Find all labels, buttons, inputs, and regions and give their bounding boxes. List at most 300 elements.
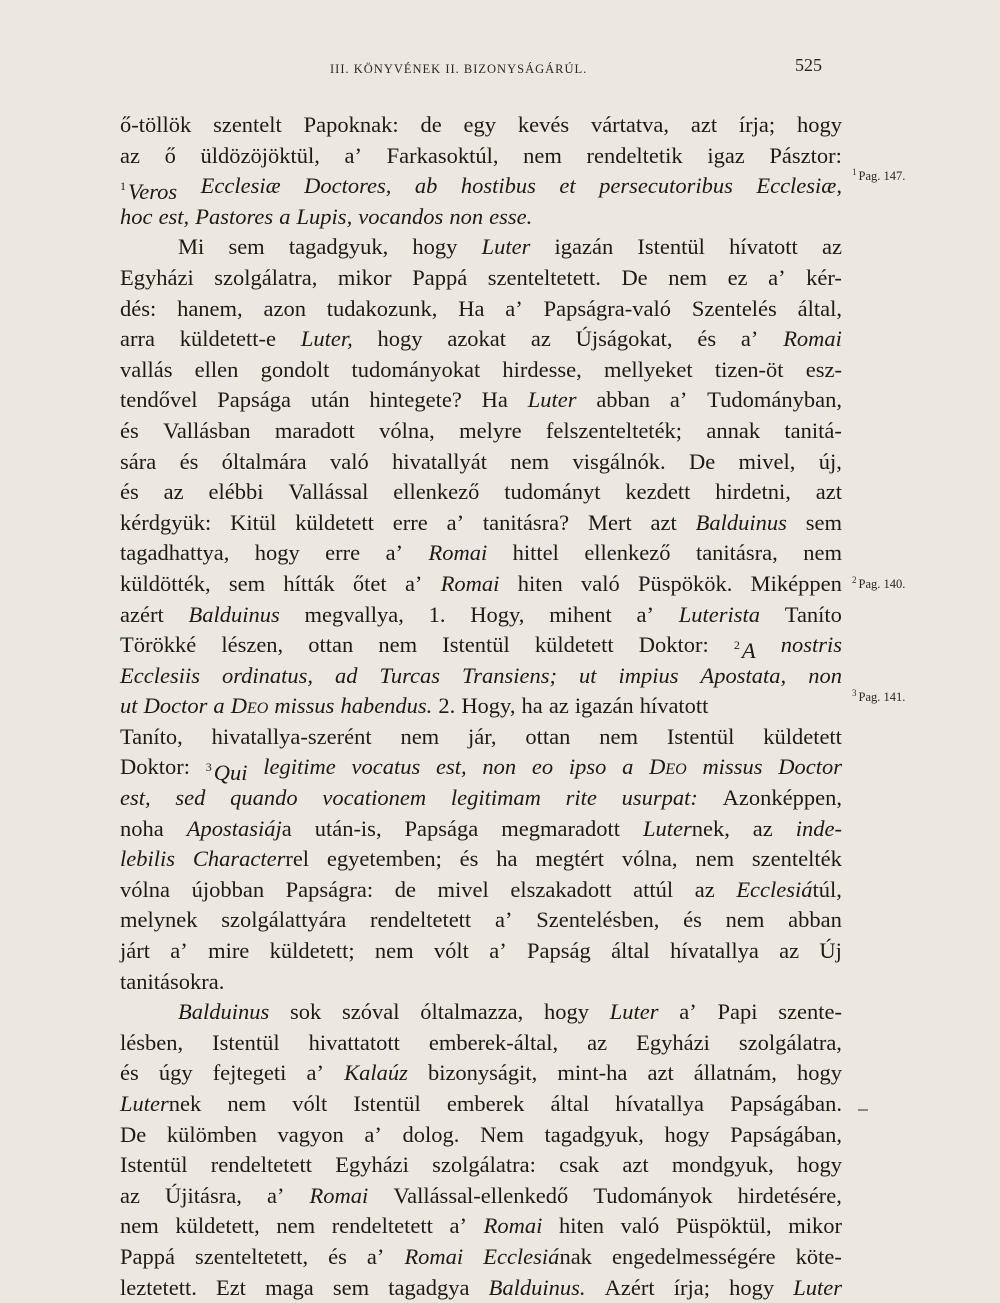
word: [496, 844, 517, 875]
text-line: [120, 875, 842, 906]
word: [586, 141, 682, 172]
text-run: Tudományban,: [707, 387, 842, 413]
word: [335, 1150, 409, 1181]
text-run: ottan: [308, 632, 354, 658]
word: [412, 263, 467, 294]
word: [546, 416, 682, 447]
word: [305, 600, 404, 631]
word: [275, 416, 355, 447]
word: [222, 661, 313, 692]
word: [819, 936, 842, 967]
text-run: az: [779, 938, 800, 964]
word: [330, 447, 369, 478]
word: [555, 232, 614, 263]
word: [392, 447, 487, 478]
word: [756, 171, 842, 202]
text-line: [120, 783, 842, 814]
margin-note: [852, 575, 905, 592]
word: [187, 814, 292, 845]
text-run: vólna: [120, 876, 170, 902]
text-run: nem: [378, 632, 418, 658]
text-line: [120, 1028, 842, 1059]
word: [120, 538, 229, 569]
text-run: hivatallya-szerént: [211, 723, 372, 749]
text-run: rendeltetett: [210, 1152, 312, 1178]
word: [736, 875, 842, 906]
margin-note-marker: 2: [852, 575, 857, 585]
word: [462, 661, 557, 692]
text-run: maradott: [274, 417, 355, 443]
text-line: [120, 1273, 842, 1303]
word: [484, 1211, 543, 1242]
text-run: a’: [505, 295, 523, 321]
text-run: nem: [374, 938, 414, 964]
word: [120, 141, 140, 172]
text-run: hivattatott: [308, 1029, 400, 1055]
word: [261, 355, 330, 386]
text-run: Vallással-ellenkedő: [393, 1182, 569, 1208]
text-run: a: [213, 693, 225, 719]
word: [447, 1089, 524, 1120]
word: [120, 814, 164, 845]
word: [212, 722, 372, 753]
word: [412, 232, 457, 263]
text-run: est,: [435, 754, 467, 780]
word: [741, 324, 758, 355]
word: [229, 569, 265, 600]
word: [167, 1120, 257, 1151]
word: [178, 232, 204, 263]
word: [310, 1181, 369, 1212]
text-run: a’: [446, 509, 465, 535]
word: [177, 294, 243, 325]
text-run: Papság: [527, 938, 591, 964]
text-run: tendővel: [120, 387, 198, 413]
text-run: újobban: [191, 876, 265, 902]
word: [163, 416, 250, 447]
margin-note-text: Pag. 140.: [858, 577, 906, 591]
margin-note: [852, 167, 905, 184]
word: [338, 263, 392, 294]
word: [200, 141, 319, 172]
text-run: Papságában,: [730, 1121, 842, 1147]
text-run: Balduinus: [188, 601, 280, 627]
text-run: a: [622, 754, 634, 780]
word: [120, 844, 175, 875]
text-run: ab: [414, 173, 438, 199]
word: [501, 814, 620, 845]
text-run: által: [611, 938, 650, 964]
text-run: és: [120, 1060, 139, 1086]
word: [231, 691, 269, 722]
word: [375, 936, 414, 967]
text-run: Pastores: [195, 203, 274, 229]
text-run: Apostata,: [700, 662, 787, 688]
footnote-marker: 3: [205, 760, 212, 775]
word: [672, 1150, 774, 1181]
text-run: 2.: [438, 693, 456, 719]
text-run: ottan: [525, 723, 571, 749]
text-line: [120, 538, 842, 569]
text-line: [120, 171, 842, 205]
text-run: inde-: [795, 815, 842, 841]
word: [120, 752, 190, 783]
text-run: ha: [496, 846, 518, 872]
word: [733, 630, 756, 664]
text-run: melyre: [459, 417, 522, 443]
word: [729, 232, 798, 263]
text-run: De: [120, 1121, 147, 1147]
word: [753, 814, 773, 845]
text-run: tudományokat: [351, 356, 481, 382]
word: [593, 1181, 712, 1212]
word: [120, 263, 194, 294]
text-run: mondgyuk,: [671, 1152, 774, 1178]
text-run: új,: [818, 448, 842, 474]
word: [730, 1120, 842, 1151]
word: [120, 110, 191, 141]
word: [532, 752, 553, 783]
word: [739, 1028, 842, 1059]
word: [576, 324, 673, 355]
word: [502, 355, 581, 386]
word: [420, 997, 523, 1028]
text-run: Luter: [527, 387, 577, 413]
text-run: Papságában.: [730, 1091, 842, 1116]
word: [557, 1058, 627, 1089]
text-run: kevés: [517, 112, 570, 137]
text-run: gondolt: [260, 356, 330, 382]
word: [726, 905, 765, 936]
word: [523, 141, 562, 172]
text-run: vólna,: [379, 417, 435, 443]
text-run: azt: [647, 1060, 674, 1086]
text-run: de: [420, 112, 442, 137]
text-run: egy: [463, 112, 497, 137]
body-text: [120, 110, 842, 1303]
word: [159, 1058, 193, 1089]
text-run: küldetett-e: [179, 326, 276, 352]
word: [180, 324, 276, 355]
text-line: [120, 1089, 842, 1120]
word: [806, 508, 842, 539]
word: [188, 600, 279, 631]
word: [387, 141, 499, 172]
word: [781, 630, 842, 661]
text-run: a’: [364, 1121, 382, 1147]
text-run: sem: [805, 509, 842, 535]
word: [615, 1089, 704, 1120]
text-line: [120, 1120, 842, 1151]
text-run: Doctor: [778, 754, 842, 780]
text-run: Mi: [178, 234, 205, 260]
text-run: hirdetni,: [715, 479, 791, 505]
word: [480, 1120, 524, 1151]
word: [599, 722, 638, 753]
text-run: vólt: [433, 938, 469, 964]
margin-note-text: Pag. 147.: [858, 169, 906, 183]
text-run: a: [281, 815, 292, 841]
text-run: Turcas: [379, 662, 440, 688]
text-run: Papságra-való: [543, 295, 672, 321]
word: [518, 110, 569, 141]
margin-note: [852, 688, 905, 705]
word: [120, 1028, 183, 1059]
text-run: hittel: [512, 540, 559, 566]
word: [450, 1211, 467, 1242]
text-run: a’: [489, 938, 507, 964]
text-run: Szentelésben,: [536, 907, 660, 933]
text-run: hogy: [796, 1152, 842, 1178]
word: [120, 1242, 175, 1273]
text-run: azt: [650, 509, 677, 535]
text-run: igaz: [707, 142, 745, 168]
word: [535, 844, 604, 875]
text-run: ut: [120, 693, 138, 719]
text-run: azért: [120, 601, 164, 627]
word: [378, 630, 417, 661]
text-run: által: [550, 1091, 590, 1116]
text-run: tagadgya: [388, 1274, 470, 1300]
word: [380, 661, 440, 692]
text-run: tanitásra?: [482, 509, 570, 535]
word: [566, 783, 597, 814]
text-run: a’: [679, 999, 697, 1025]
word: [633, 875, 673, 906]
word: [436, 752, 467, 783]
text-run: engedelmességére: [611, 1243, 776, 1269]
word: [730, 1089, 842, 1120]
text-run: köte-: [795, 1243, 842, 1269]
word: [120, 1058, 139, 1089]
text-run: elszakadott: [510, 876, 612, 902]
word: [676, 1211, 772, 1242]
text-run: szolgálattyára: [221, 907, 347, 933]
word: [559, 1211, 604, 1242]
text-run: Ecclesiis: [120, 662, 200, 688]
text-run: igazán: [554, 234, 614, 260]
text-run: sem: [332, 1274, 370, 1300]
text-run: a’: [669, 387, 688, 413]
word: [304, 171, 391, 202]
word: [707, 141, 744, 172]
word: [205, 752, 248, 786]
text-run: Hogy,: [461, 693, 516, 719]
text-run: a’: [306, 1060, 324, 1086]
text-run: tudományt: [504, 479, 601, 505]
text-line: [120, 630, 842, 664]
text-run: Ecclesiæ: [200, 173, 281, 199]
word: [201, 171, 281, 202]
text-run: non: [482, 754, 517, 780]
text-run: ellenkező: [584, 540, 671, 566]
word: [208, 936, 249, 967]
text-run: abban: [788, 907, 842, 933]
word: [651, 508, 677, 539]
word: [393, 508, 428, 539]
text-run: külömben: [166, 1121, 257, 1147]
margin-note-marker: 3: [852, 688, 857, 698]
word: [550, 1089, 589, 1120]
word: [513, 538, 559, 569]
word: [213, 691, 224, 722]
word: [549, 600, 612, 631]
word: [588, 508, 632, 539]
text-run: Ezt: [215, 1274, 246, 1300]
word: [785, 600, 842, 631]
word: [120, 1273, 197, 1303]
text-run: Balduinus: [695, 509, 787, 535]
word: [647, 1058, 673, 1089]
text-run: Kalaúz: [344, 1060, 408, 1086]
word: [404, 1242, 463, 1273]
word: [309, 1028, 400, 1059]
word: [333, 1273, 369, 1303]
text-run: Apostasiáj: [186, 815, 282, 841]
word: [432, 1150, 536, 1181]
text-run: de: [394, 876, 416, 902]
text-run: usurpat:: [621, 785, 698, 811]
word: [604, 355, 693, 386]
text-run: egyetemben;: [326, 846, 442, 872]
text-run: Új: [819, 938, 842, 964]
text-run: és: [120, 417, 139, 443]
text-run: erre: [325, 540, 361, 566]
text-run: Papsága: [404, 815, 479, 841]
text-run: rel: [285, 846, 310, 872]
text-run: a’: [170, 938, 188, 964]
text-run: az: [587, 1029, 608, 1055]
word: [797, 110, 842, 141]
text-line: [120, 936, 842, 967]
text-run: Püspöktül,: [675, 1213, 772, 1239]
text-run: túl,: [812, 876, 842, 902]
word: [622, 1150, 648, 1181]
word: [769, 141, 842, 172]
word: [364, 1120, 381, 1151]
text-run: Romai: [440, 570, 500, 596]
word: [332, 1211, 433, 1242]
text-run: jár,: [468, 723, 497, 749]
text-run: mikor: [788, 1213, 842, 1239]
text-run: mivel,: [738, 448, 796, 474]
text-run: fejtegeti: [212, 1060, 287, 1086]
text-run: sem: [228, 570, 266, 596]
text-line: [120, 141, 842, 172]
word: [536, 905, 659, 936]
word: [459, 416, 521, 447]
text-run: rendeltetett: [331, 1213, 433, 1239]
text-run: attúl: [633, 876, 674, 902]
word: [528, 385, 577, 416]
text-run: az: [163, 479, 184, 505]
word: [482, 752, 516, 783]
text-run: Papoknak:: [303, 112, 399, 137]
word: [175, 783, 205, 814]
text-run: nem: [803, 540, 842, 566]
text-run: non: [449, 203, 484, 229]
text-run: missus: [274, 693, 335, 719]
word: [274, 691, 334, 722]
text-run: azt: [815, 479, 842, 505]
word: [325, 538, 360, 569]
text-run: Ha: [481, 387, 508, 413]
word: [549, 691, 569, 722]
text-run: Doctores,: [304, 173, 392, 199]
word: [581, 569, 620, 600]
word: [327, 294, 438, 325]
word: [535, 630, 614, 661]
word: [213, 110, 282, 141]
text-run: való: [580, 570, 620, 596]
text-run: Luter,: [300, 326, 353, 352]
text-run: emberek-által,: [428, 1029, 559, 1055]
word: [120, 967, 224, 998]
text-run: noha: [120, 815, 164, 841]
word: [292, 1089, 327, 1120]
word: [120, 661, 200, 692]
text-line: [120, 355, 842, 386]
text-run: szolgálatra,: [738, 1029, 842, 1055]
word: [393, 1181, 568, 1212]
word: [120, 385, 197, 416]
word: [322, 783, 426, 814]
text-run: Mert: [587, 509, 632, 535]
text-run: azon: [263, 295, 306, 321]
word: [649, 752, 687, 783]
text-run: szenteltetett.: [487, 264, 601, 290]
text-run: nem: [120, 1213, 159, 1239]
text-run: igazán: [574, 693, 634, 719]
word: [636, 600, 653, 631]
word: [327, 844, 442, 875]
word: [428, 1058, 537, 1089]
text-run: Egyházi: [120, 264, 194, 290]
word: [643, 814, 730, 845]
word: [575, 691, 634, 722]
word: [175, 1211, 259, 1242]
text-run: hogy: [377, 326, 423, 352]
text-run: megvallya,: [304, 601, 404, 627]
word: [449, 202, 483, 233]
text-run: Doktor:: [120, 754, 190, 780]
word: [403, 1120, 460, 1151]
text-run: és: [459, 846, 479, 872]
word: [797, 1058, 842, 1089]
word: [544, 294, 671, 325]
text-run: küldetett: [534, 632, 614, 658]
text-run: által,: [797, 295, 842, 321]
text-run: mikor: [337, 264, 392, 290]
text-run: a’: [494, 907, 513, 933]
text-run: Újitásra,: [165, 1182, 242, 1208]
word: [489, 936, 506, 967]
text-run: Lupis,: [296, 203, 353, 229]
text-run: ellen: [194, 356, 239, 382]
text-run: óltalmazza,: [420, 999, 524, 1025]
text-run: szente-: [778, 999, 842, 1025]
word: [797, 1150, 842, 1181]
word: [544, 1120, 643, 1151]
word: [816, 477, 842, 508]
text-line: [120, 905, 842, 936]
text-run: lészen,: [221, 632, 284, 658]
word: [120, 875, 170, 906]
text-run: Romai: [783, 326, 842, 352]
word: [405, 814, 479, 845]
word: [120, 324, 155, 355]
text-run: De: [688, 448, 716, 474]
